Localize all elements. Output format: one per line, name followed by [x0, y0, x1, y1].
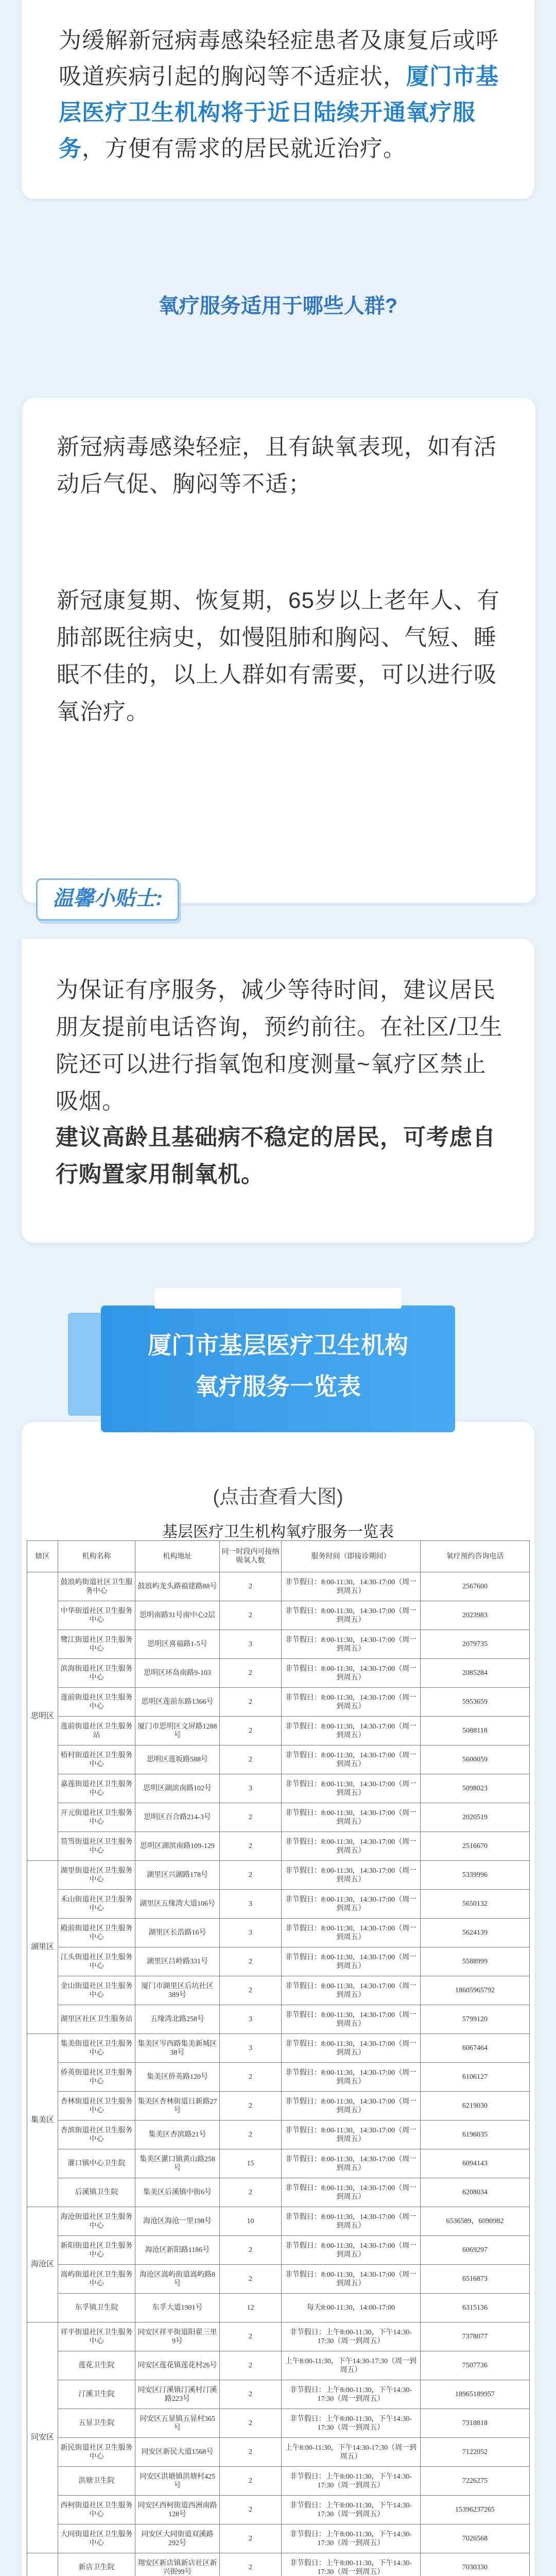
- table-row: [27, 1601, 530, 1630]
- cell-district: 思明区: [27, 1572, 58, 1861]
- cell-capacity: 2: [220, 1688, 282, 1717]
- cell-service-time: 非节假日：上午8:00-11:30，下午14:30-17:30（周一到周五）: [282, 2323, 421, 2351]
- table-row: [27, 2380, 530, 2409]
- table-row: [27, 2467, 530, 2496]
- cell-phone: 7226275: [421, 2467, 530, 2496]
- cell-address: 同安区新民大道1568号: [135, 2438, 220, 2467]
- cell-phone: 5799120: [421, 2005, 530, 2034]
- cell-capacity: 2: [220, 1832, 282, 1861]
- cell-capacity: 2: [220, 1717, 282, 1745]
- cell-institution: 大同街道社区卫生服务中心: [58, 2524, 135, 2553]
- cell-capacity: 2: [220, 2524, 282, 2553]
- table-row: [27, 1659, 530, 1688]
- cell-service-time: 非节假日：8:00-11:30，14:30-17:00（周一到周五）: [282, 1832, 421, 1861]
- cell-institution: 中华街道社区卫生服务中心: [58, 1601, 135, 1630]
- cell-institution: 金山街道社区卫生服务中心: [58, 1976, 135, 2005]
- ribbon-tab-decoration: [68, 1313, 101, 1416]
- directory-title-ribbon: [101, 1306, 455, 1432]
- cell-district: 同安区: [27, 2323, 58, 2553]
- cell-institution: 梧村街道社区卫生服务中心: [58, 1745, 135, 1774]
- cell-institution: 五显卫生院: [58, 2409, 135, 2438]
- intro-text: 为缓解新冠病毒感染轻症患者及康复后或呼吸道疾病引起的胸闷等不适症状，厦门市基层医疗卫生机构将于近日陆续开通氧疗服务，方便有需求的居民就近治疗。: [59, 28, 499, 161]
- cell-phone: 5624139: [421, 1919, 530, 1947]
- cell-address: 同安区大同街道双溪路292号: [135, 2524, 220, 2553]
- cell-address: 同安区莲花镇莲花村26号: [135, 2351, 220, 2380]
- cell-capacity: 2: [220, 2351, 282, 2380]
- cell-service-time: 非节假日：8:00-11:30，14:30-17:00（周一到周五）: [282, 1861, 421, 1890]
- cell-institution: 集美街道社区卫生服务中心: [58, 2034, 135, 2063]
- cell-institution: 海沧街道社区卫生服务中心: [58, 2207, 135, 2236]
- cell-service-time: 非节假日：8:00-11:30，14:30-17:00（周一到周五）: [282, 2236, 421, 2265]
- cell-capacity: 3: [220, 1890, 282, 1919]
- cell-capacity: 2: [220, 2323, 282, 2351]
- table-row: [27, 2121, 530, 2149]
- cell-address: 集美区灌口镇黄山路258号: [135, 2149, 220, 2178]
- cell-service-time: 上午8:00-11:30，下午14:30-17:30（周一到周五）: [282, 2438, 421, 2467]
- tips-para-1: 为保证有序服务，减少等待时间，建议居民朋友提前电话咨询，预约前往。在社区/卫生院还可以进行指氧饱和度测量~氧疗区禁止吸烟。: [56, 977, 503, 1114]
- oxygen-service-table: [27, 1540, 530, 2576]
- cell-address: 鼓浪屿龙头路福建路88号: [135, 1572, 220, 1601]
- tips-tag: 温馨小贴士:: [36, 878, 179, 921]
- table-row: [27, 2351, 530, 2380]
- cell-capacity: 2: [220, 2236, 282, 2265]
- cell-institution: 洪塘卫生院: [58, 2467, 135, 2496]
- cell-phone: 5588999: [421, 1947, 530, 1976]
- cell-phone: 2567600: [421, 1572, 530, 1601]
- header-phone: 氧疗预约咨询电话: [421, 1541, 530, 1572]
- cell-service-time: 非节假日：8:00-11:30，14:30-17:00（周一到周五）: [282, 1659, 421, 1688]
- tips-panel: [22, 939, 534, 1243]
- cell-phone: 18605965792: [421, 1976, 530, 2005]
- cell-phone: 6315136: [421, 2294, 530, 2323]
- cell-institution: 禾山街道社区卫生服务中心: [58, 1890, 135, 1919]
- cell-capacity: 3: [220, 2034, 282, 2063]
- cell-address: 思明区百合路214-3号: [135, 1803, 220, 1832]
- cell-address: 思明区莲前东路1366号: [135, 1688, 220, 1717]
- section-title: 氧疗服务适用于哪些人群?: [158, 295, 398, 317]
- cell-capacity: 2: [220, 2409, 282, 2438]
- header-district: 辖区: [27, 1541, 58, 1572]
- tips-para-2: 建议高龄且基础病不稳定的居民，可考虑自行购置家用制氧机。: [56, 1125, 496, 1187]
- table-row: [27, 2178, 530, 2207]
- table-row: [27, 1919, 530, 1947]
- table-row: [27, 1630, 530, 1659]
- cell-capacity: 2: [220, 1745, 282, 1774]
- cell-institution: 滨海街道社区卫生服务中心: [58, 1659, 135, 1688]
- table-row: [27, 1774, 530, 1803]
- cell-institution: 嵩屿街道社区卫生服务中心: [58, 2265, 135, 2294]
- audience-para-2: 新冠康复期、恢复期，65岁以上老年人、有肺部既往病史，如慢阻肺和胸闷、气短、睡眠不佳的，以上人群如有需要，可以进行吸氧治疗。: [57, 588, 500, 724]
- cell-address: 集美区杏林街道日新路27号: [135, 2092, 220, 2121]
- table-row: [27, 1688, 530, 1717]
- cell-capacity: 2: [220, 1976, 282, 2005]
- cell-phone: 5953659: [421, 1688, 530, 1717]
- cell-address: 同安区祥平街道阳翟三里9号: [135, 2323, 220, 2351]
- cell-capacity: 2: [220, 1803, 282, 1832]
- cell-service-time: 非节假日：8:00-11:30，14:30-17:00（周一到周五）: [282, 2063, 421, 2092]
- cell-address: 同安区洪塘镇洪塘村425号: [135, 2467, 220, 2496]
- header-service-time: 服务时间（即接诊期间）: [282, 1541, 421, 1572]
- cell-institution: 侨英街道社区卫生服务中心: [58, 2063, 135, 2092]
- cell-service-time: 非节假日：8:00-11:30，14:30-17:00（周一到周五）: [282, 1717, 421, 1745]
- cell-service-time: 非节假日：8:00-11:30，14:30-17:00（周一到周五）: [282, 1774, 421, 1803]
- cell-address: 思明区莲坂路588号: [135, 1745, 220, 1774]
- cell-service-time: 非节假日：8:00-11:30，14:30-17:00（周一到周五）: [282, 1890, 421, 1919]
- cell-capacity: 3: [220, 2005, 282, 2034]
- cell-phone: 7507736: [421, 2351, 530, 2380]
- table-row: [27, 1717, 530, 1745]
- cell-institution: 东孚镇卫生院: [58, 2294, 135, 2323]
- cell-phone: 2079735: [421, 1630, 530, 1659]
- cell-institution: 杏林街道社区卫生服务中心: [58, 2092, 135, 2121]
- cell-service-time: 非节假日：8:00-11:30，14:30-17:00（周一到周五）: [282, 1976, 421, 2005]
- cell-phone: 7122052: [421, 2438, 530, 2467]
- cell-capacity: 12: [220, 2294, 282, 2323]
- cell-phone: 2020519: [421, 1803, 530, 1832]
- table-row: [27, 2149, 530, 2178]
- cell-service-time: 非节假日：8:00-11:30，14:30-17:00（周一到周五）: [282, 2121, 421, 2149]
- cell-institution: 杏滨街道社区卫生服务中心: [58, 2121, 135, 2149]
- table-row: [27, 2438, 530, 2467]
- cell-institution: 新民街道社区卫生服务中心: [58, 2438, 135, 2467]
- cell-phone: 7030330: [421, 2553, 530, 2576]
- cell-district: 集美区: [27, 2034, 58, 2207]
- cell-service-time: 非节假日：8:00-11:30，14:30-17:00（周一到周五）: [282, 2092, 421, 2121]
- cell-phone: 6516873: [421, 2265, 530, 2294]
- table-row: [27, 1976, 530, 2005]
- cell-capacity: 2: [220, 2553, 282, 2576]
- cell-address: 思明南路31号南中心2层: [135, 1601, 220, 1630]
- cell-service-time: 非节假日：8:00-11:30，14:30-17:00（周一到周五）: [282, 2149, 421, 2178]
- audience-panel: [22, 397, 536, 904]
- cell-institution: 后溪镇卫生院: [58, 2178, 135, 2207]
- cell-address: 五缘湾北路258号: [135, 2005, 220, 2034]
- cell-institution: 鼓浪屿街道社区卫生服务中心: [58, 1572, 135, 1601]
- cell-institution: 嘉莲街道社区卫生服务中心: [58, 1774, 135, 1803]
- cell-institution: 莲前街道社区卫生服务中心: [58, 1688, 135, 1717]
- cell-service-time: 非节假日：8:00-11:30，14:30-17:00（周一到周五）: [282, 2005, 421, 2034]
- table-row: [27, 2323, 530, 2351]
- directory-caption[interactable]: (点击查看大图): [213, 1486, 343, 1508]
- cell-capacity: 2: [220, 1572, 282, 1601]
- cell-capacity: 2: [220, 2438, 282, 2467]
- table-row: [27, 1861, 530, 1890]
- cell-capacity: 3: [220, 1630, 282, 1659]
- cell-institution: 开元街道社区卫生服务中心: [58, 1803, 135, 1832]
- cell-capacity: 2: [220, 2063, 282, 2092]
- cell-institution: 祥平街道社区卫生服务中心: [58, 2323, 135, 2351]
- header-capacity: 同一时段内可接纳吸氧人数: [220, 1541, 282, 1572]
- intro-highlight: 厦门市基层医疗卫生机构将于近日陆续开通氧疗服务: [59, 64, 499, 161]
- cell-service-time: 非节假日：上午8:00-11:30，下午14:30-17:30（周一到周五）: [282, 2380, 421, 2409]
- cell-address: 思明区喜福路1-5号: [135, 1630, 220, 1659]
- cell-phone: 6208034: [421, 2178, 530, 2207]
- table-row: [27, 2409, 530, 2438]
- cell-service-time: 非节假日：8:00-11:30，14:30-17:00（周一到周五）: [282, 1803, 421, 1832]
- cell-phone: 6536589，6090982: [421, 2207, 530, 2236]
- cell-capacity: 3: [220, 1919, 282, 1947]
- cell-district: 湖里区: [27, 1861, 58, 2034]
- cell-phone: 5088118: [421, 1717, 530, 1745]
- cell-institution: 莲花卫生院: [58, 2351, 135, 2380]
- cell-address: 海沧区海沧一里198号: [135, 2207, 220, 2236]
- table-row: [27, 1947, 530, 1976]
- cell-service-time: 非节假日：8:00-11:30，14:30-17:00（周一到周五）: [282, 2265, 421, 2294]
- table-row: [27, 1803, 530, 1832]
- cell-phone: 6094143: [421, 2149, 530, 2178]
- cell-phone: 6069297: [421, 2236, 530, 2265]
- cell-address: 思明区湖滨南路102号: [135, 1774, 220, 1803]
- cell-capacity: 15: [220, 2149, 282, 2178]
- cell-phone: 2085284: [421, 1659, 530, 1688]
- cell-service-time: 非节假日：上午8:00-11:30，下午14:30-17:30（周一到周五）: [282, 2409, 421, 2438]
- cell-phone: 6219030: [421, 2092, 530, 2121]
- cell-address: 思明区湖滨南路109-129: [135, 1832, 220, 1861]
- cell-address: 集美区侨英路120号: [135, 2063, 220, 2092]
- cell-phone: 2023983: [421, 1601, 530, 1630]
- cell-institution: 筼筜街道社区卫生服务中心: [58, 1832, 135, 1861]
- cell-institution: 新店卫生院: [58, 2553, 135, 2576]
- cell-service-time: 非节假日：8:00-11:30，14:30-17:00（周一到周五）: [282, 1947, 421, 1976]
- cell-address: 海沧区嵩屿街道嵩屿路8号: [135, 2265, 220, 2294]
- cell-address: 海沧区新阳路1186号: [135, 2236, 220, 2265]
- ribbon-top-decoration: [154, 1288, 402, 1309]
- cell-phone: 7378077: [421, 2323, 530, 2351]
- cell-phone: 6196035: [421, 2121, 530, 2149]
- cell-capacity: 2: [220, 2121, 282, 2149]
- cell-capacity: 2: [220, 2380, 282, 2409]
- cell-service-time: 上午8:00-11:30，下午14:30-17:30（周一到周五）: [282, 2351, 421, 2380]
- cell-phone: 5650132: [421, 1890, 530, 1919]
- cell-service-time: 非节假日：8:00-11:30，14:30-17:00（周一到周五）: [282, 2178, 421, 2207]
- cell-phone: 7026568: [421, 2524, 530, 2553]
- table-row: [27, 2496, 530, 2524]
- cell-phone: 18965189957: [421, 2380, 530, 2409]
- header-institution: 机构名称: [58, 1541, 135, 1572]
- table-row: [27, 2005, 530, 2034]
- cell-district: 海沧区: [27, 2207, 58, 2323]
- cell-capacity: 2: [220, 2092, 282, 2121]
- cell-service-time: 非节假日：8:00-11:30，14:30-17:00（周一到周五）: [282, 1919, 421, 1947]
- cell-institution: 新阳街道社区卫生服务中心: [58, 2236, 135, 2265]
- cell-capacity: 2: [220, 1861, 282, 1890]
- table-row: [27, 2092, 530, 2121]
- cell-address: 湖里区吕岭路331号: [135, 1947, 220, 1976]
- cell-district: [27, 2553, 58, 2576]
- cell-capacity: 2: [220, 2178, 282, 2207]
- cell-address: 集美区后溪镇中街6号: [135, 2178, 220, 2207]
- table-row: [27, 2265, 530, 2294]
- table-header-row: [27, 1541, 530, 1572]
- cell-phone: 5339996: [421, 1861, 530, 1890]
- cell-phone: 5600059: [421, 1745, 530, 1774]
- table-title: 基层医疗卫生机构氧疗服务一览表: [162, 1523, 394, 1540]
- cell-address: 湖里区长浩路16号: [135, 1919, 220, 1947]
- cell-address: 湖里区五缘湾大道106号: [135, 1890, 220, 1919]
- cell-phone: 5098023: [421, 1774, 530, 1803]
- cell-service-time: 每天8:00-11:30，14:00-17:00: [282, 2294, 421, 2323]
- cell-address: 翔安区新店镇新店社区新兴街99号: [135, 2553, 220, 2576]
- intro-panel: [22, 0, 534, 199]
- cell-institution: 鹭江街道社区卫生服务中心: [58, 1630, 135, 1659]
- cell-institution: 汀溪卫生院: [58, 2380, 135, 2409]
- cell-service-time: 非节假日：8:00-11:30，14:30-17:00（周一到周五）: [282, 1601, 421, 1630]
- table-row: [27, 2294, 530, 2323]
- cell-phone: 6106127: [421, 2063, 530, 2092]
- cell-phone: 6067464: [421, 2034, 530, 2063]
- cell-service-time: 非节假日：上午8:00-11:30，下午14:30-17:30（周一到周五）: [282, 2467, 421, 2496]
- cell-service-time: 非节假日：上午8:00-11:30，下午14:30-17:30（周一到周五）: [282, 2524, 421, 2553]
- table-row: [27, 2063, 530, 2092]
- cell-address: 东孚大道1901号: [135, 2294, 220, 2323]
- cell-service-time: 非节假日：8:00-11:30，14:30-17:00（周一到周五）: [282, 1688, 421, 1717]
- cell-address: 湖里区兴湖路178号: [135, 1861, 220, 1890]
- cell-institution: 莲前街道社区卫生服务站: [58, 1717, 135, 1745]
- cell-service-time: 非节假日：8:00-11:30，14:30-17:00（周一到周五）: [282, 1572, 421, 1601]
- cell-capacity: 2: [220, 1947, 282, 1976]
- cell-phone: 15396237265: [421, 2496, 530, 2524]
- table-row: [27, 1572, 530, 1601]
- cell-capacity: 2: [220, 2265, 282, 2294]
- cell-address: 同安区汀溪镇汀溪村汀溪路223号: [135, 2380, 220, 2409]
- cell-institution: 江头街道社区卫生服务中心: [58, 1947, 135, 1976]
- table-row: [27, 2553, 530, 2576]
- cell-phone: 2516670: [421, 1832, 530, 1861]
- cell-capacity: 2: [220, 1659, 282, 1688]
- cell-phone: 7318818: [421, 2409, 530, 2438]
- cell-service-time: 非节假日：8:00-11:30，14:30-17:00（周一到周五）: [282, 2034, 421, 2063]
- cell-address: 厦门市湖里区后坑社区389号: [135, 1976, 220, 2005]
- cell-service-time: 非节假日：8:00-11:30，14:30-17:00（周一到周五）: [282, 1745, 421, 1774]
- table-row: [27, 2524, 530, 2553]
- table-row: [27, 1832, 530, 1861]
- header-address: 机构地址: [135, 1541, 220, 1572]
- table-row: [27, 2207, 530, 2236]
- audience-para-1: 新冠病毒感染轻症，且有缺氧表现，如有活动后气促、胸闷等不适；: [57, 434, 497, 497]
- table-row: [27, 1745, 530, 1774]
- cell-address: 集美区岑西路集美新城区38号: [135, 2034, 220, 2063]
- cell-address: 同安区五显镇五显村365号: [135, 2409, 220, 2438]
- cell-capacity: 2: [220, 2496, 282, 2524]
- cell-institution: 灌口镇中心卫生院: [58, 2149, 135, 2178]
- cell-capacity: 2: [220, 2467, 282, 2496]
- cell-institution: 西柯街道社区卫生服务中心: [58, 2496, 135, 2524]
- cell-service-time: 非节假日：上午8:00-11:30，下午14:30-17:30（周一到周五）: [282, 2496, 421, 2524]
- cell-service-time: 非节假日：8:00-11:30，14:30-17:00（周一到周五）: [282, 1630, 421, 1659]
- cell-service-time: 非节假日：上午8:00-11:30，下午14:30-17:30（周一到周五）: [282, 2553, 421, 2576]
- cell-address: 同安区西柯街道西洲南路128号: [135, 2496, 220, 2524]
- cell-institution: 殿前街道社区卫生服务中心: [58, 1919, 135, 1947]
- table-row: [27, 1890, 530, 1919]
- cell-address: 集美区杏滨路21号: [135, 2121, 220, 2149]
- cell-capacity: 3: [220, 1774, 282, 1803]
- table-row: [27, 2034, 530, 2063]
- cell-address: 厦门市思明区文屏路1288号: [135, 1717, 220, 1745]
- cell-institution: 湖里区社区卫生服务站: [58, 2005, 135, 2034]
- table-row: [27, 2236, 530, 2265]
- cell-service-time: 非节假日：8:00-11:30，14:30-17:00（周一到周五）: [282, 2207, 421, 2236]
- cell-address: 思明区环岛南路9-103: [135, 1659, 220, 1688]
- cell-capacity: 2: [220, 1601, 282, 1630]
- directory-title-line-1: 厦门市基层医疗卫生机构: [148, 1332, 408, 1359]
- cell-capacity: 10: [220, 2207, 282, 2236]
- directory-title-line-2: 氧疗服务一览表: [195, 1373, 361, 1400]
- cell-institution: 湖里街道社区卫生服务中心: [58, 1861, 135, 1890]
